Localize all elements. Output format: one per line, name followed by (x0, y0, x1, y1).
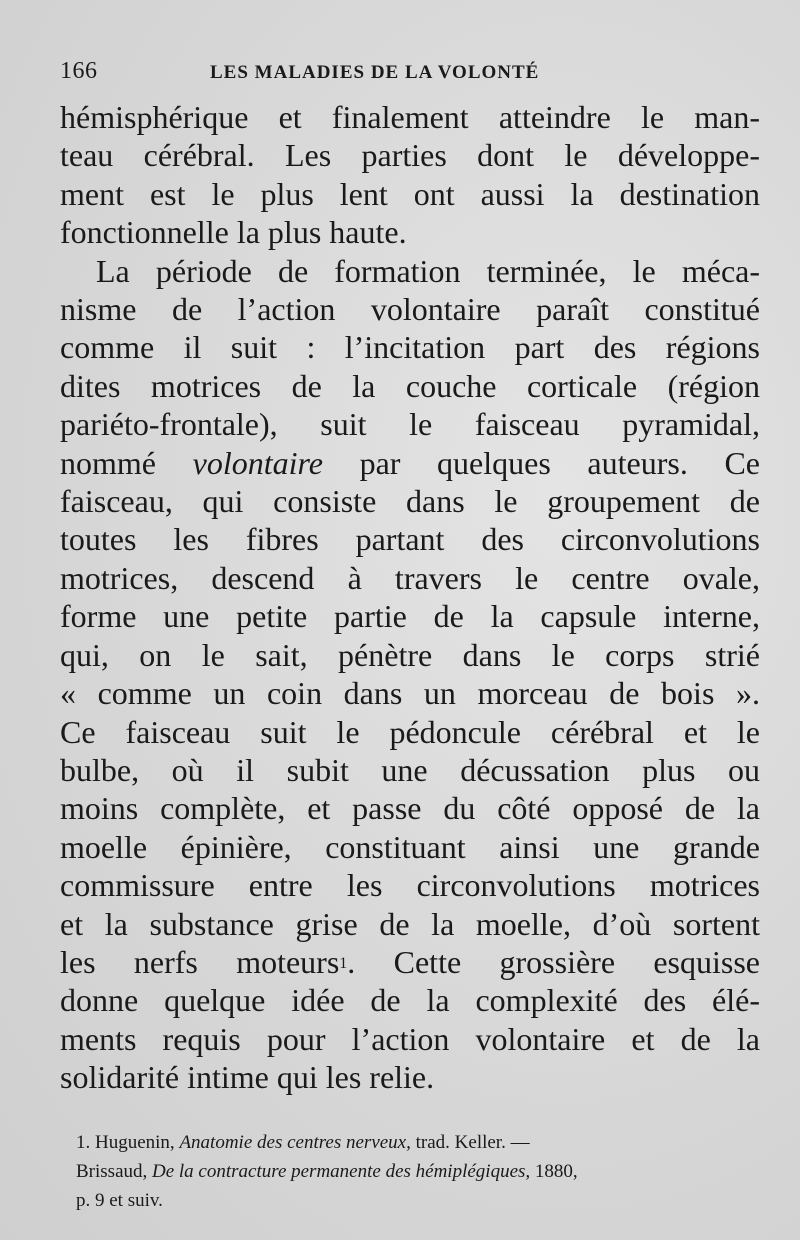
footnote-line (76, 1128, 766, 1157)
text-line: forme une petite partie de la capsule interne, (60, 598, 760, 635)
text-fragment: par quelques auteurs. Ce (359, 444, 761, 481)
footnote-text: 1880, (534, 1161, 578, 1182)
text-line: moins complète, et passe du côté opposé de la (60, 790, 760, 827)
footnote-marker: 1. (76, 1132, 91, 1153)
text-line: ment est le plus lent ont aussi la destination (60, 175, 760, 212)
text-line: toutes les fibres partant des circonvolutions (60, 521, 760, 558)
text-fragment: les nerfs moteurs (60, 943, 340, 980)
text-line: La période de formation terminée, le méca- (96, 252, 760, 289)
text-line: donne quelque idée de la complexité des élé- (60, 982, 760, 1019)
text-line-with-footnote-ref (60, 943, 760, 981)
italic-term: volontaire (192, 444, 323, 481)
footnotes (76, 1128, 766, 1215)
text-line: motrices, descend à travers le centre ovale, (60, 559, 760, 596)
footnote-title: De la contracture permanente des hémiplégiques, (152, 1161, 531, 1182)
paragraph-2 (60, 252, 760, 1097)
text-fragment: . Cette grossière esquisse (347, 943, 761, 980)
book-page (60, 58, 760, 1097)
text-line: nisme de l’action volontaire paraît constitué (60, 291, 760, 328)
text-line-with-italic (60, 444, 760, 482)
body-text (60, 98, 760, 1097)
text-line: « comme un coin dans un morceau de bois ». (60, 675, 760, 712)
running-head (60, 58, 760, 98)
text-line: fonctionnelle la plus haute. (60, 214, 407, 251)
running-title: LES MALADIES DE LA VOLONTÉ (210, 62, 540, 83)
text-line: faisceau, qui consiste dans le groupement de (60, 483, 760, 520)
text-line: comme il suit : l’incitation part des régions (60, 329, 760, 366)
text-line: solidarité intime qui les relie. (60, 1059, 435, 1096)
text-fragment: nommé (60, 444, 156, 481)
text-line: et la substance grise de la moelle, d’où sortent (60, 905, 760, 942)
footnote-text: trad. Keller. — (415, 1132, 530, 1153)
text-line: commissure entre les circonvolutions motrices (60, 867, 760, 904)
text-line: teau cérébral. Les parties dont le développe- (60, 137, 760, 174)
text-line: moelle épinière, constituant ainsi une grande (60, 828, 760, 865)
paragraph-1 (60, 98, 760, 252)
text-line: bulbe, où il subit une décussation plus ou (60, 751, 760, 788)
footnote-author: Brissaud, (76, 1161, 148, 1182)
footnote-title: Anatomie des centres nerveux, (179, 1132, 411, 1153)
footnote-line: p. 9 et suiv. (76, 1190, 163, 1211)
text-line: hémisphérique et finalement atteindre le man- (60, 99, 760, 135)
footnote-author: Huguenin, (95, 1132, 175, 1153)
text-line: dites motrices de la couche corticale (région (60, 367, 760, 404)
page-number: 166 (60, 58, 98, 84)
text-line: Ce faisceau suit le pédoncule cérébral et le (60, 713, 760, 750)
text-line: qui, on le sait, pénètre dans le corps strié (60, 636, 760, 673)
footnote-reference[interactable]: 1 (339, 954, 348, 972)
text-line: pariéto-frontale), suit le faisceau pyramidal, (60, 406, 760, 443)
text-line: ments requis pour l’action volontaire et de la (60, 1020, 760, 1057)
footnote-line (76, 1157, 766, 1186)
